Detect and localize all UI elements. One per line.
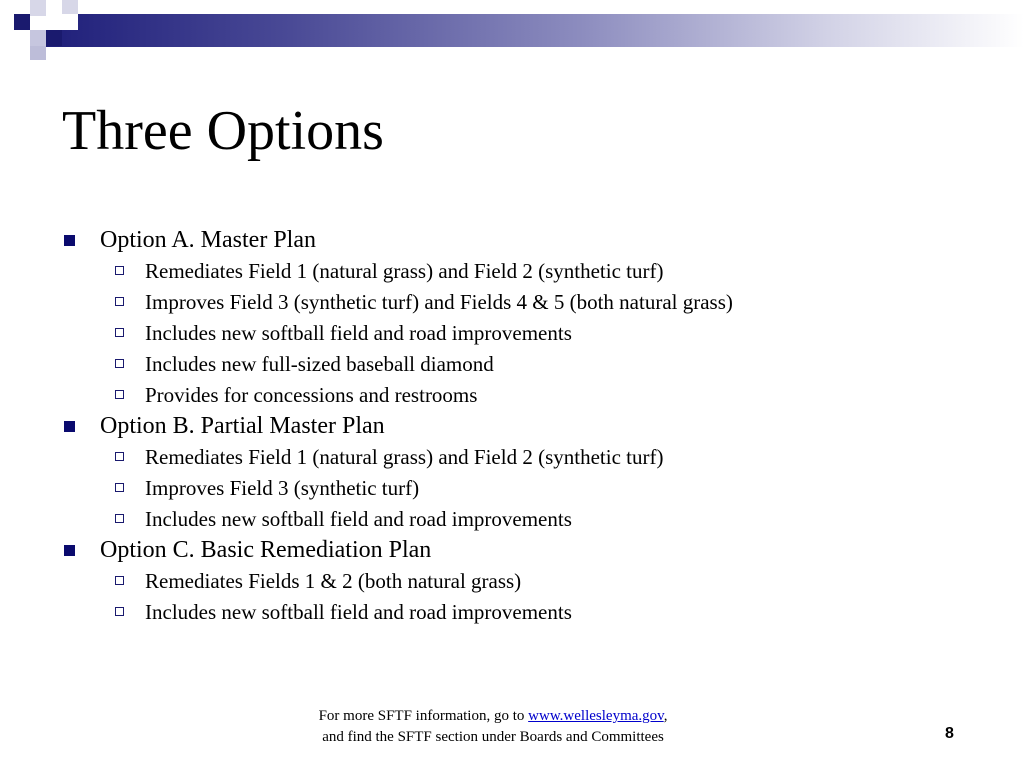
option-item bbox=[62, 597, 962, 628]
option-item bbox=[62, 287, 962, 318]
option-item-text: Includes new softball field and road improvements bbox=[145, 321, 572, 345]
option-item bbox=[62, 256, 962, 287]
option-heading-text: Option B. Partial Master Plan bbox=[100, 413, 385, 439]
option-heading-text: Option C. Basic Remediation Plan bbox=[100, 537, 432, 563]
header-square-decoration bbox=[14, 14, 30, 30]
option-item-text: Includes new softball field and road improvements bbox=[145, 600, 572, 624]
option-item bbox=[62, 380, 962, 411]
square-bullet-icon bbox=[64, 421, 75, 432]
hollow-square-bullet-icon bbox=[115, 514, 124, 523]
bullet-list bbox=[62, 225, 962, 628]
website-link[interactable]: www.wellesleyma.gov bbox=[528, 708, 664, 724]
option-item-text: Remediates Field 1 (natural grass) and Field 2 (synthetic turf) bbox=[145, 445, 664, 469]
slide-title: Three Options bbox=[62, 100, 384, 162]
footer-suffix: , bbox=[663, 708, 668, 724]
hollow-square-bullet-icon bbox=[115, 328, 124, 337]
hollow-square-bullet-icon bbox=[115, 483, 124, 492]
option-item-text: Includes new full-sized baseball diamond bbox=[145, 352, 494, 376]
page-number: 8 bbox=[945, 725, 954, 742]
square-bullet-icon bbox=[64, 235, 75, 246]
hollow-square-bullet-icon bbox=[115, 359, 124, 368]
option-heading bbox=[62, 535, 962, 566]
header-square-decoration bbox=[46, 30, 62, 46]
footer-prefix: For more SFTF information, go to bbox=[318, 708, 529, 724]
option-item bbox=[62, 349, 962, 380]
hollow-square-bullet-icon bbox=[115, 452, 124, 461]
option-heading bbox=[62, 411, 962, 442]
hollow-square-bullet-icon bbox=[115, 390, 124, 399]
footer-line-1 bbox=[250, 706, 736, 727]
option-item bbox=[62, 442, 962, 473]
square-bullet-icon bbox=[64, 545, 75, 556]
hollow-square-bullet-icon bbox=[115, 297, 124, 306]
header-square-decoration bbox=[62, 14, 78, 30]
option-item bbox=[62, 504, 962, 535]
hollow-square-bullet-icon bbox=[115, 576, 124, 585]
option-item-text: Includes new softball field and road improvements bbox=[145, 507, 572, 531]
footer-line-2: and find the SFTF section under Boards and Committees bbox=[322, 729, 664, 745]
header-square-decoration bbox=[30, 46, 46, 60]
header-square-decoration bbox=[46, 14, 62, 30]
option-item-text: Provides for concessions and restrooms bbox=[145, 383, 478, 407]
header-square-decoration bbox=[30, 30, 46, 46]
option-item-text: Improves Field 3 (synthetic turf) bbox=[145, 476, 420, 500]
option-item-text: Improves Field 3 (synthetic turf) and Fields 4 & 5 (both natural grass) bbox=[145, 290, 733, 314]
option-heading bbox=[62, 225, 962, 256]
option-item-text: Remediates Field 1 (natural grass) and Field 2 (synthetic turf) bbox=[145, 259, 664, 283]
option-item bbox=[62, 566, 962, 597]
header-square-decoration bbox=[30, 0, 46, 16]
option-item bbox=[62, 473, 962, 504]
footer bbox=[250, 706, 736, 748]
option-item bbox=[62, 318, 962, 349]
hollow-square-bullet-icon bbox=[115, 266, 124, 275]
header-gradient-bar bbox=[46, 14, 1024, 47]
hollow-square-bullet-icon bbox=[115, 607, 124, 616]
option-heading-text: Option A. Master Plan bbox=[100, 227, 316, 253]
option-item-text: Remediates Fields 1 & 2 (both natural grass) bbox=[145, 569, 522, 593]
